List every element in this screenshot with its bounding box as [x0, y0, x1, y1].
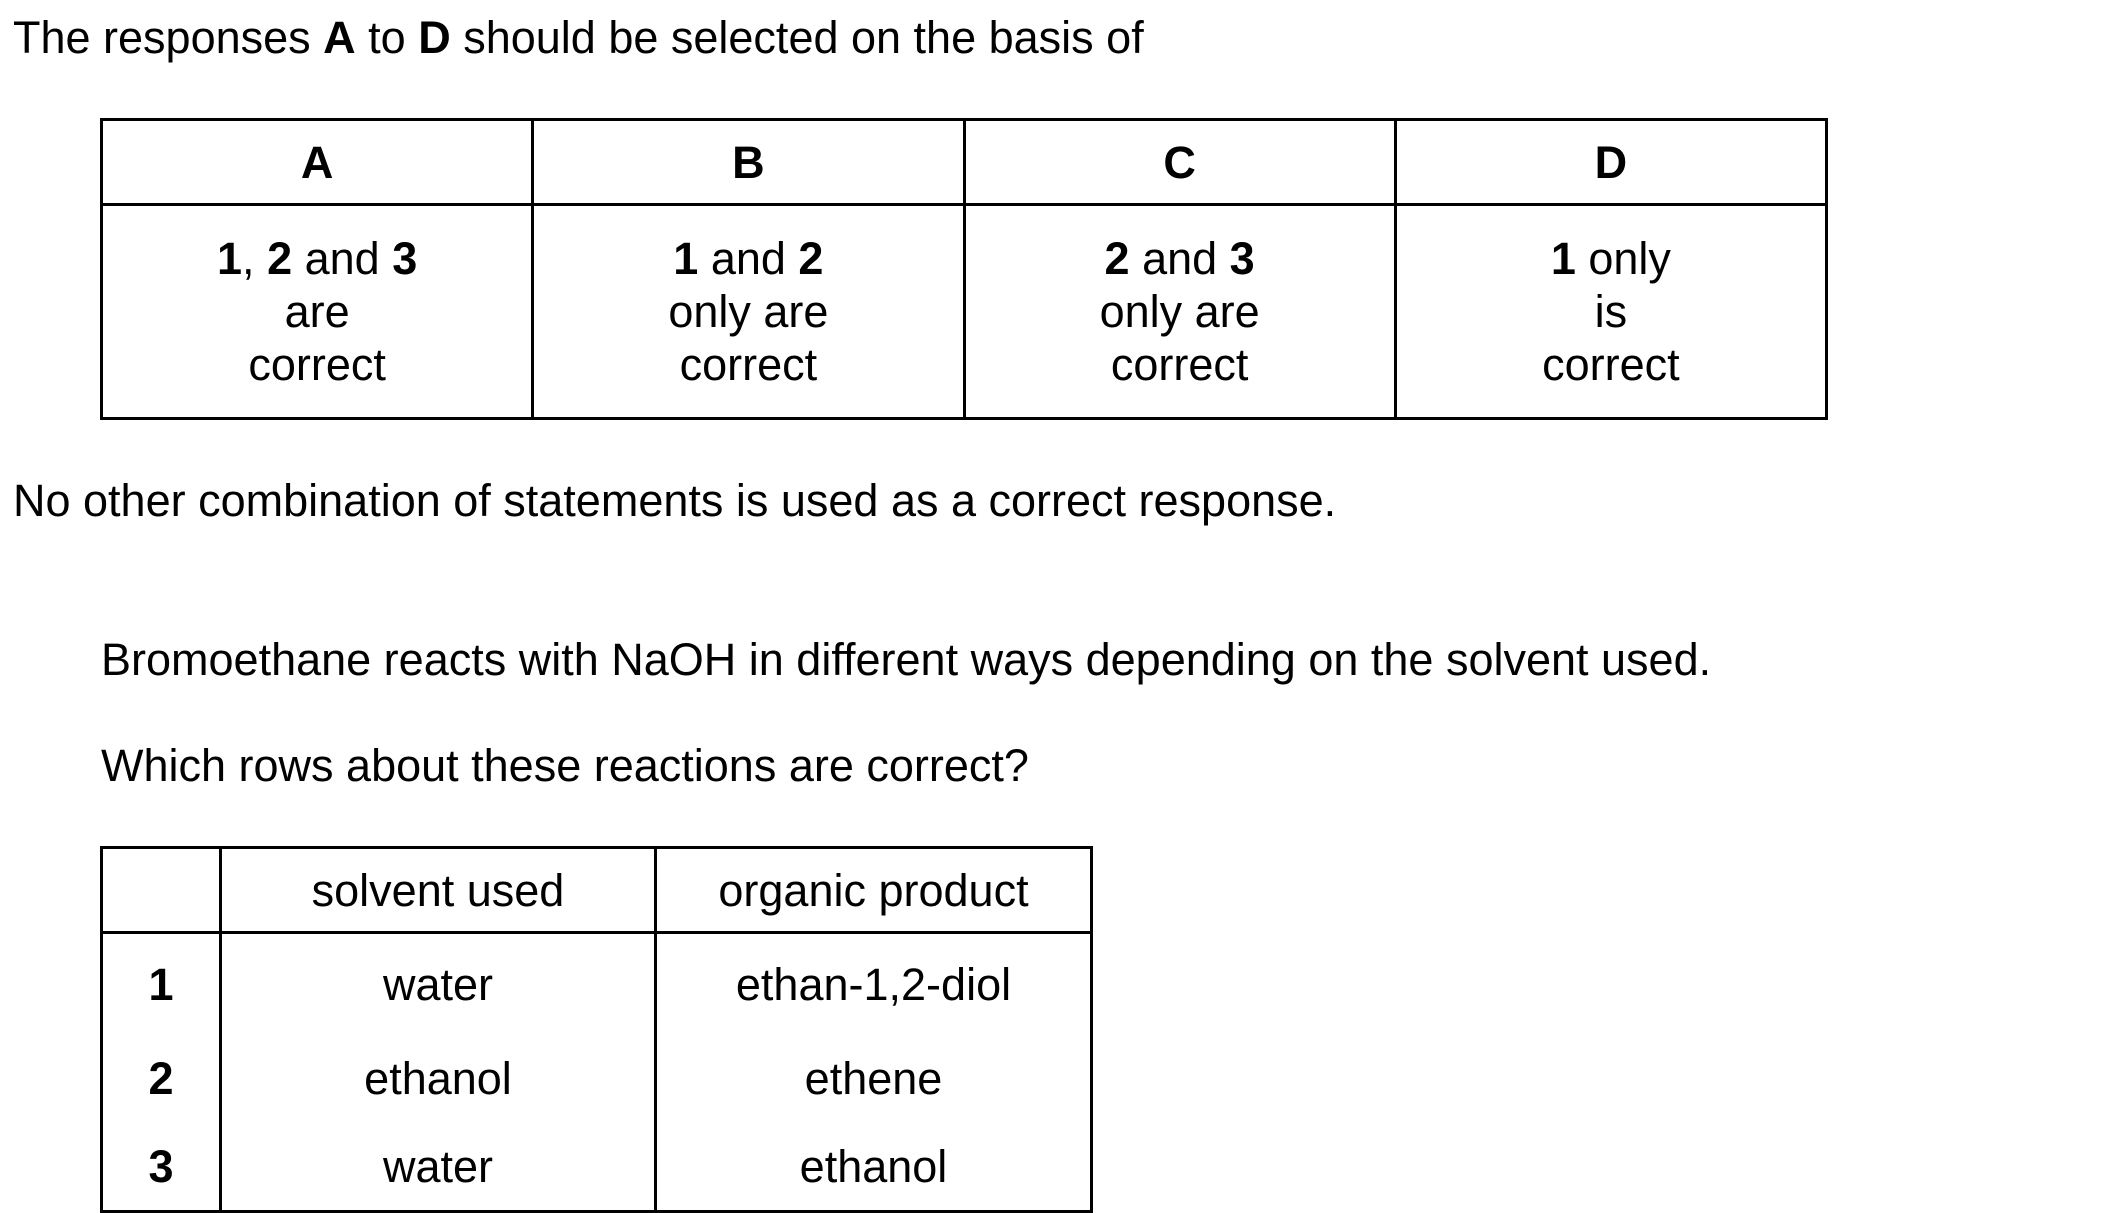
- response-key-header-c: C: [964, 120, 1395, 205]
- row-number: 1: [102, 933, 221, 1035]
- product-cell: ethene: [656, 1034, 1092, 1122]
- key-c-line-3: correct: [1110, 339, 1249, 390]
- question-prompt: Which rows about these reactions are correct?: [101, 740, 1029, 791]
- instructions-letter-d: D: [418, 12, 451, 63]
- table-row: [102, 933, 1092, 1035]
- instructions-prefix: The responses: [13, 12, 324, 63]
- row-number: 2: [102, 1034, 221, 1122]
- response-key-cell-b: [533, 205, 964, 419]
- response-key-cell-c: [964, 205, 1395, 419]
- key-b-line-2: only are: [668, 286, 829, 337]
- solvent-cell: water: [221, 1122, 656, 1212]
- key-d-line-2: is: [1594, 286, 1628, 337]
- reactions-header-product: organic product: [656, 848, 1092, 933]
- response-key-header-d: D: [1395, 120, 1826, 205]
- solvent-cell: ethanol: [221, 1034, 656, 1122]
- row-number: 3: [102, 1122, 221, 1212]
- product-cell: ethanol: [656, 1122, 1092, 1212]
- reactions-header-row: [102, 848, 1092, 933]
- response-key-cell-d: [1395, 205, 1826, 419]
- key-d-line-1: 1 only: [1550, 233, 1671, 284]
- instructions-middle: to: [355, 12, 419, 63]
- response-key-header-row: [102, 120, 1827, 205]
- key-c-line-2: only are: [1099, 286, 1260, 337]
- key-a-line-2: are: [284, 286, 350, 337]
- reactions-table: [100, 846, 1093, 1213]
- instructions-letter-a: A: [323, 12, 356, 63]
- table-row: [102, 1122, 1092, 1212]
- question-stem: Bromoethane reacts with NaOH in different ways depending on the solvent used.: [101, 634, 1712, 685]
- reactions-header-solvent: solvent used: [221, 848, 656, 933]
- instructions-suffix: should be selected on the basis of: [450, 12, 1144, 63]
- key-c-line-1: 2 and 3: [1104, 233, 1255, 284]
- key-a-line-1: 1, 2 and 3: [217, 233, 418, 284]
- response-key-body-row: [102, 205, 1827, 419]
- no-other-combination-note: No other combination of statements is used as a correct response.: [13, 475, 1337, 526]
- response-key-header-a: A: [102, 120, 533, 205]
- instructions-text: [13, 12, 1144, 64]
- response-key-table: [100, 118, 1828, 420]
- key-b-line-3: correct: [679, 339, 818, 390]
- solvent-cell: water: [221, 933, 656, 1035]
- key-a-line-3: correct: [248, 339, 386, 390]
- response-key-header-b: B: [533, 120, 964, 205]
- product-cell: ethan-1,2-diol: [656, 933, 1092, 1035]
- reactions-header-row-number: [102, 848, 221, 933]
- table-row: [102, 1034, 1092, 1122]
- response-key-cell-a: [102, 205, 533, 419]
- key-b-line-1: 1 and 2: [673, 233, 824, 284]
- key-d-line-3: correct: [1542, 339, 1680, 390]
